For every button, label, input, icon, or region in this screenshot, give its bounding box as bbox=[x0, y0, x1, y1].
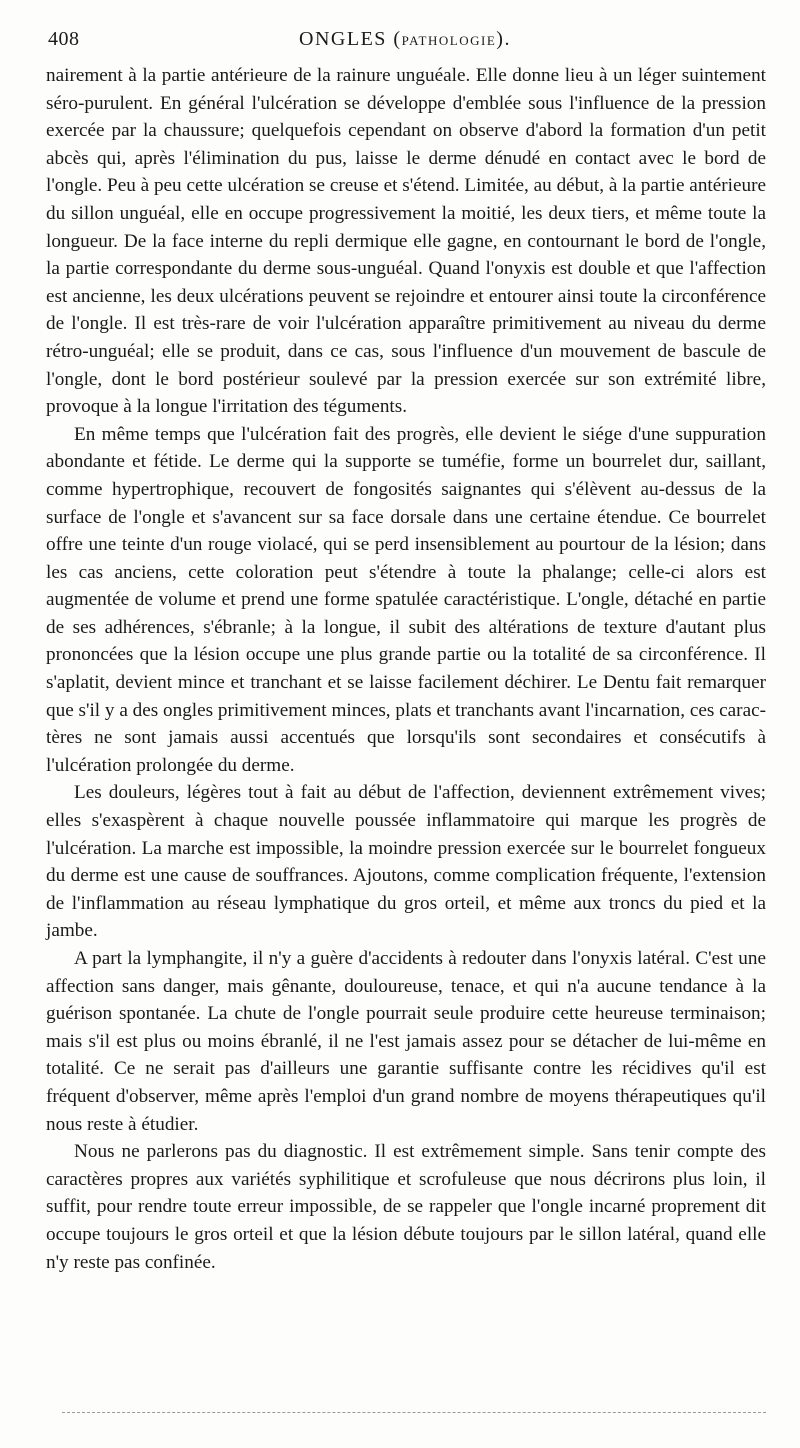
paragraph: A part la lymphangite, il n'y a guère d'accidents à redouter dans l'onyxis latéral. C'est une affection sans danger, mais gênante, douloureuse, tenace, et qui n'a aucune tendance à la guérison spontanée. La chute de l'ongle pourrait seule produire cette heureuse terminaison; mais s'il est plus ou moins ébranlé, il ne l'est jamais assez pour se détacher de lui-même en totalité. Ce ne serait pas d'ailleurs une garantie suffisante contre les récidives qu'il est fréquent d'observer, même après l'emploi d'un grand nombre de moyens thérapeutiques qu'il nous reste à étudier. bbox=[46, 948, 766, 1135]
paragraph: nairement à la partie antérieure de la rainure unguéale. Elle donne lieu à un léger suintement séro-purulent. En général l'ulcération se développe d'emblée sous l'influence de la pression exercée par la chaussure; quelquefois cependant on observe d'abord la formation d'un petit abcès qui, après l'élimination du pus, laisse le derme dénudé en contact avec le bord de l'ongle. Peu à peu cette ulcération se creuse et s'étend. Limitée, au début, à la partie antérieure du sillon unguéal, elle en occupe progressivement la moitié, les deux tiers, et même toute la longueur. De la face interne du repli dermique elle gagne, en contournant le bord de l'ongle, la partie correspondante du derme sous-unguéal. Quand l'onyxis est double et que l'affection est ancienne, les deux ulcérations peuvent se rejoindre et entourer ainsi toute la circonférence de l'ongle. Il est très-rare de voir l'ulcération apparaître primitivement au niveau du derme rétro-unguéal; elle se produit, dans ce cas, sous l'influence d'un mouvement de bascule de l'ongle, dont le bord postérieur soulevé par la pression exercée sur son extrémité libre, provoque à la longue l'irritation des téguments. bbox=[46, 65, 766, 418]
running-title-sub: PATHOLOGIE bbox=[401, 33, 497, 48]
body-text bbox=[46, 62, 766, 1276]
footer-rule bbox=[62, 1412, 766, 1413]
running-title-main: ONGLES ( bbox=[299, 28, 402, 50]
page-number: 408 bbox=[48, 28, 80, 50]
paragraph: Nous ne parlerons pas du diagnostic. Il est extrêmement simple. Sans tenir compte des caractères propres aux variétés syphilitique et scrofuleuse que nous décrirons plus loin, il suffit, pour rendre toute erreur impossible, de se rappeler que l'ongle incarné proprement dit occupe toujours le gros orteil et que la lésion débute toujours par le sillon latéral, quand elle n'y reste pas confinée. bbox=[46, 1141, 766, 1273]
running-title-end: ). bbox=[496, 28, 511, 50]
paragraph: Les douleurs, légères tout à fait au début de l'affection, deviennent extrêmement vives; elles s'exaspèrent à chaque nouvelle poussée inflammatoire qui marque les progrès de l'ulcération. La marche est impossible, la moindre pression exercée sur le bourrelet fongueux du derme est une cause de souffrances. Ajoutons, comme complication fréquente, l'extension de l'inflammation au réseau lymphatique du gros orteil, et même aux troncs du pied et la jambe. bbox=[46, 782, 766, 942]
running-header bbox=[48, 28, 762, 52]
running-title bbox=[48, 28, 762, 51]
paragraph: En même temps que l'ulcération fait des progrès, elle devient le siége d'une suppuration abondante et fétide. Le derme qui la supporte se tuméfie, forme un bourrelet dur, saillant, comme hypertrophique, recouvert de fongosités saignantes qui s'élèvent au-dessus de la surface de l'ongle et s'avancent sur sa face dorsale dans une certaine étendue. Ce bourrelet offre une teinte d'un rouge violacé, qui se perd insensiblement au pourtour de la lésion; dans les cas anciens, cette coloration peut s'étendre à toute la phalange; celle-ci alors est augmentée de volume et prend une forme spatulée caractéristique. L'ongle, détaché en partie de ses adhérences, s'ébranle; à la longue, il subit des altérations de texture d'autant plus prononcées que la lésion occupe une plus grande partie ou la totalité de sa circonférence. Il s'aplatit, devient mince et tranchant et se laisse facilement déchirer. Le Dentu fait remarquer que s'il y a des ongles primitivement minces, plats et tranchants avant l'incarnation, ces caractères ne sont jamais aussi accentués que lorsqu'ils sont secondaires et consécutifs à l'ulcération prolongée du derme. bbox=[46, 423, 766, 776]
